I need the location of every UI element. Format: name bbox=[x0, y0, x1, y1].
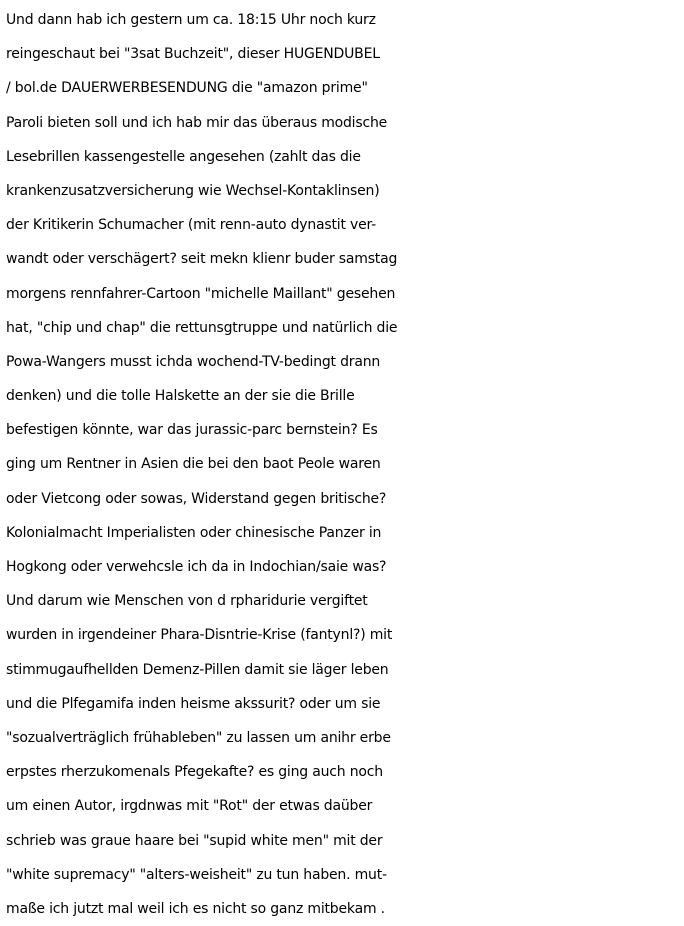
text-line: und die Plfegamifa inden heisme akssurit? oder um sie bbox=[6, 695, 381, 712]
text-line: hat, "chip und chap" die rettunsgtruppe und natürlich die bbox=[6, 319, 398, 336]
text-line: schrieb was graue haare bei "supid white men" mit der bbox=[6, 832, 383, 849]
text-line: ging um Rentner in Asien die bei den baot Peole waren bbox=[6, 456, 381, 473]
text-line: um einen Autor, irgdnwas mit "Rot" der etwas daüber bbox=[6, 798, 373, 815]
text-line: befestigen könnte, war das jurassic-parc bernstein? Es bbox=[6, 422, 378, 439]
text-line: Paroli bieten soll und ich hab mir das überaus modische bbox=[6, 114, 388, 131]
text-line: wurden in irgendeiner Phara-Disntrie-Krise (fantynl?) mit bbox=[6, 627, 393, 644]
text-line: erpstes rherzukomenals Pfegekafte? es ging auch noch bbox=[6, 764, 383, 781]
text-line: oder Vietcong oder sowas, Widerstand gegen britische? bbox=[6, 490, 387, 507]
text-line: reingeschaut bei "3sat Buchzeit", dieser HUGENDUBEL bbox=[6, 46, 380, 63]
text-line: / bol.de DAUERWERBESENDUNG die "amazon prime" bbox=[6, 80, 368, 97]
text-line: Powa-Wangers musst ichda wochend-TV-bedingt drann bbox=[6, 353, 381, 370]
text-line: wandt oder verschägert? seit mekn klienr buder samstag bbox=[6, 251, 398, 268]
text-line: Kolonialmacht Imperialisten oder chinesische Panzer in bbox=[6, 524, 382, 541]
text-line: stimmugaufhellden Demenz-Pillen damit sie läger leben bbox=[6, 661, 389, 678]
text-line: morgens rennfahrer-Cartoon "michelle Maillant" gesehen bbox=[6, 285, 396, 302]
text-line: maße ich jutzt mal weil ich es nicht so ganz mitbekam . bbox=[6, 900, 385, 917]
text-line: "white supremacy" "alters-weisheit" zu tun haben. mut- bbox=[6, 866, 387, 883]
text-line: denken) und die tolle Halskette an der sie die Brille bbox=[6, 388, 355, 405]
text-line: der Kritikerin Schumacher (mit renn-auto dynastit ver- bbox=[6, 217, 377, 234]
text-line: Lesebrillen kassengestelle angesehen (zahlt das die bbox=[6, 148, 361, 165]
text-line: krankenzusatzversicherung wie Wechsel-Kontaklinsen) bbox=[6, 182, 380, 199]
text-body bbox=[6, 3, 682, 926]
text-line: Und dann hab ich gestern um ca. 18:15 Uhr noch kurz bbox=[6, 12, 376, 28]
text-line: Hogkong oder verwehcsle ich da in Indochian/saie was? bbox=[6, 559, 387, 575]
text-line: Und darum wie Menschen von d rpharidurie vergiftet bbox=[6, 593, 368, 610]
text-line: "sozualverträglich frühableben" zu lassen um anihr erbe bbox=[6, 729, 391, 746]
